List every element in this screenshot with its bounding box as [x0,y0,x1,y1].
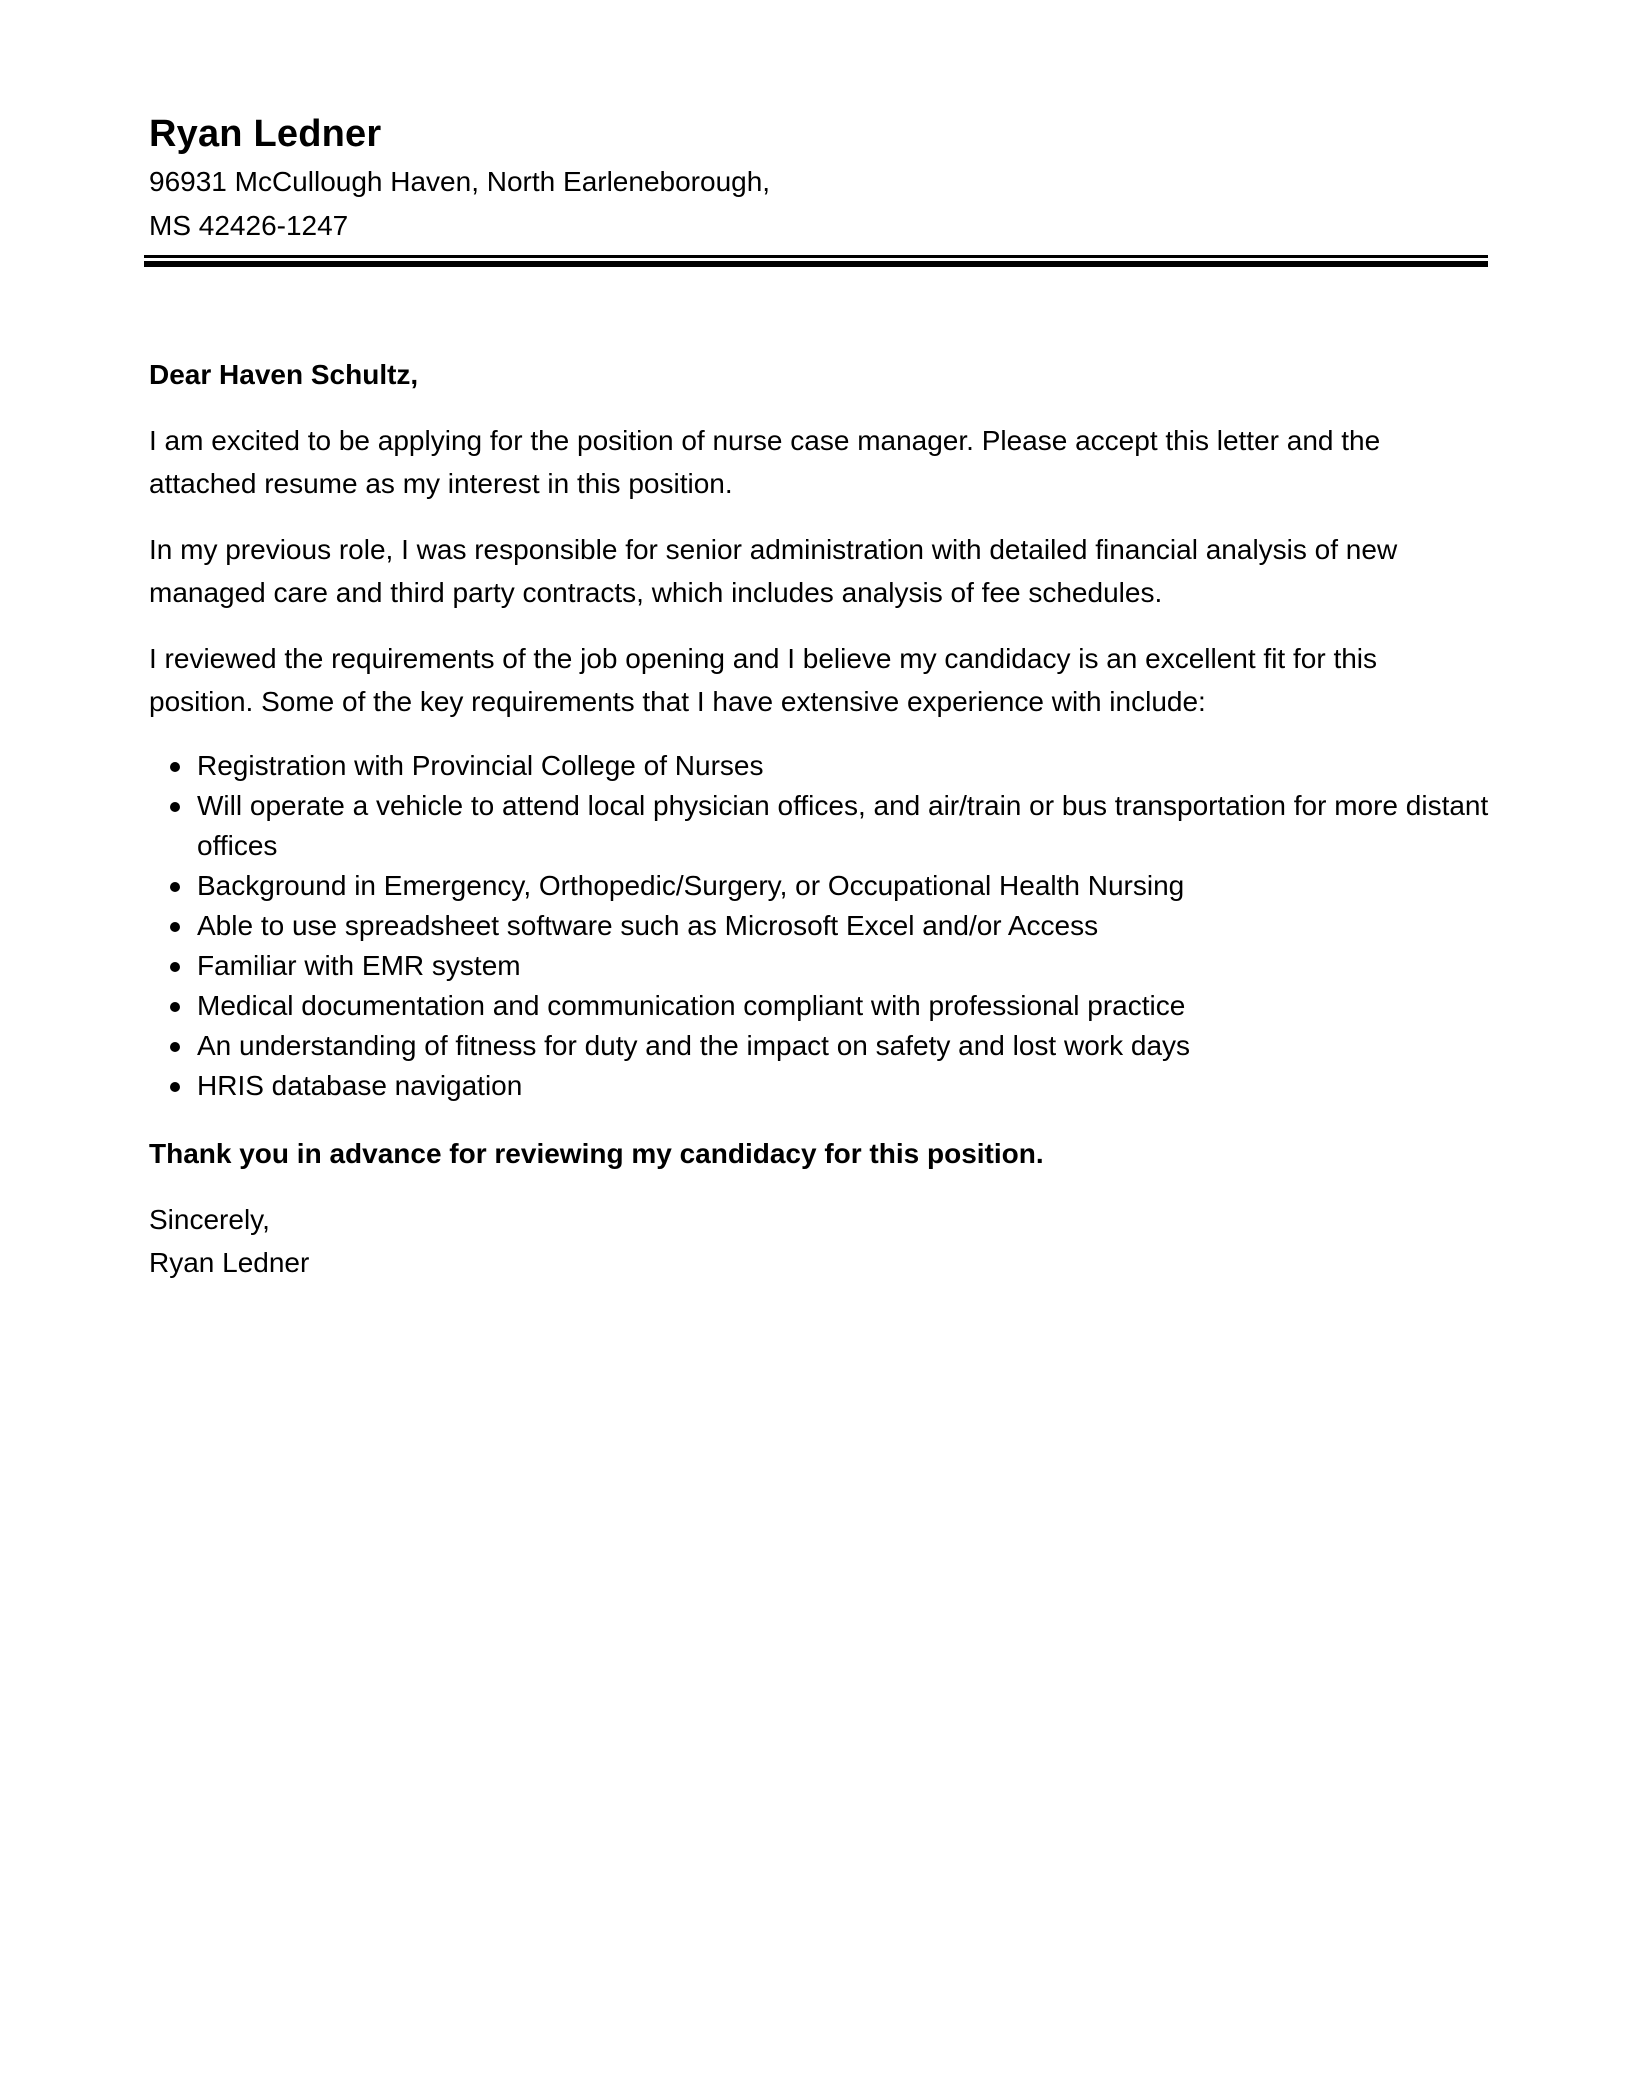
list-item: Able to use spreadsheet software such as Microsoft Excel and/or Access [149,906,1489,946]
list-item: HRIS database navigation [149,1066,1489,1106]
list-item: Medical documentation and communication compliant with professional practice [149,986,1489,1026]
requirements-list [149,746,1489,1106]
thanks-line: Thank you in advance for reviewing my candidacy for this position. [149,1138,1044,1169]
list-item: An understanding of fitness for duty and the impact on safety and lost work days [149,1026,1489,1066]
sender-address-line-1: 96931 McCullough Haven, North Earleneborough, [149,166,771,197]
letter-header [149,108,1489,248]
list-item: Background in Emergency, Orthopedic/Surgery, or Occupational Health Nursing [149,866,1489,906]
bullet-icon [170,1002,180,1012]
list-item: Will operate a vehicle to attend local physician offices, and air/train or bus transportation for more distant offices [149,786,1489,866]
bullet-icon [170,962,180,972]
signoff: Sincerely, [149,1204,270,1235]
bullet-icon [170,762,180,772]
paragraph-previous-role: In my previous role, I was responsible for senior administration with detailed financial analysis of new managed care and third party contracts, which includes analysis of fee schedules. [149,534,1398,608]
bullet-icon [170,802,180,812]
sender-address-line-2: MS 42426-1247 [149,210,349,241]
bullet-icon [170,882,180,892]
bullet-icon [170,922,180,932]
bullet-icon [170,1082,180,1092]
letter-body [149,353,1489,1284]
list-item: Familiar with EMR system [149,946,1489,986]
list-item: Registration with Provincial College of Nurses [149,746,1489,786]
header-divider [144,255,1488,267]
greeting: Dear Haven Schultz, [149,359,419,390]
paragraph-intro: I am excited to be applying for the position of nurse case manager. Please accept this letter and the attached resume as my interest in this position. [149,425,1381,499]
sender-name: Ryan Ledner [149,113,382,155]
signature: Ryan Ledner [149,1247,310,1278]
paragraph-requirements-intro: I reviewed the requirements of the job opening and I believe my candidacy is an excellent fit for this position. Some of the key requirements that I have extensive experience with include: [149,643,1378,717]
bullet-icon [170,1042,180,1052]
